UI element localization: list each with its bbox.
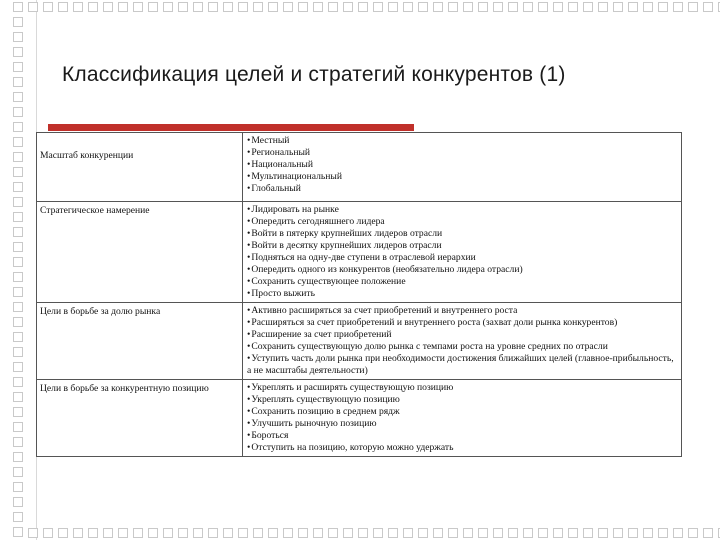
- table-row: [37, 202, 681, 303]
- decorative-square: [538, 528, 548, 538]
- list-item: • Войти в пятерку крупнейших лидеров отрасли: [247, 228, 677, 240]
- list-item: • Опередить одного из конкурентов (необязательно лидера отрасли): [247, 264, 677, 276]
- decorative-square: [13, 212, 23, 222]
- decorative-square: [148, 2, 158, 12]
- decorative-square: [613, 2, 623, 12]
- decorative-square: [568, 2, 578, 12]
- decorative-square: [178, 528, 188, 538]
- decorative-square: [73, 528, 83, 538]
- decorative-square: [283, 528, 293, 538]
- decorative-square: [268, 2, 278, 12]
- decorative-square: [478, 528, 488, 538]
- decorative-square: [358, 2, 368, 12]
- decorative-square: [13, 437, 23, 447]
- list-item: • Улучшить рыночную позицию: [247, 418, 677, 430]
- decorative-square: [118, 2, 128, 12]
- decorative-square: [28, 2, 38, 12]
- decorative-square: [103, 2, 113, 12]
- decorative-square: [193, 2, 203, 12]
- list-item: • Отступить на позицию, которую можно удержать: [247, 442, 677, 454]
- decorative-square: [298, 528, 308, 538]
- list-item: • Мультинациональный: [247, 171, 677, 183]
- decorative-square: [523, 2, 533, 12]
- decorative-square: [13, 242, 23, 252]
- row-label: Стратегическое намерение: [40, 205, 150, 216]
- decorative-square: [373, 2, 383, 12]
- decorative-square: [58, 528, 68, 538]
- decorative-square: [223, 2, 233, 12]
- row-label-cell: [37, 380, 243, 456]
- decorative-square: [118, 528, 128, 538]
- row-items-cell: [243, 202, 681, 302]
- decorative-square: [13, 167, 23, 177]
- decorative-square: [13, 77, 23, 87]
- decorative-square: [448, 528, 458, 538]
- decorative-square: [13, 527, 23, 537]
- decorative-square: [673, 2, 683, 12]
- decorative-square: [13, 317, 23, 327]
- decorative-square: [538, 2, 548, 12]
- decorative-square: [13, 137, 23, 147]
- decorative-square: [43, 2, 53, 12]
- list-item: • Расширяться за счет приобретений и внутреннего роста (захват доли рынка конкурентов): [247, 317, 677, 329]
- decorative-square: [463, 2, 473, 12]
- decorative-square: [643, 2, 653, 12]
- decorative-square: [643, 528, 653, 538]
- decorative-square: [13, 332, 23, 342]
- decorative-square: [313, 528, 323, 538]
- list-item: • Сохранить существующую долю рынка с темпами роста на уровне средних по отрасли: [247, 341, 677, 353]
- decorative-square: [43, 528, 53, 538]
- list-item: • Бороться: [247, 430, 677, 442]
- page-title: Классификация целей и стратегий конкурентов (1): [62, 63, 566, 86]
- list-item: • Опередить сегодняшнего лидера: [247, 216, 677, 228]
- decorative-square: [388, 528, 398, 538]
- decorative-square: [448, 2, 458, 12]
- decorative-square: [13, 302, 23, 312]
- decorative-square: [613, 528, 623, 538]
- decorative-square: [433, 528, 443, 538]
- decorative-square: [688, 528, 698, 538]
- decorative-square: [478, 2, 488, 12]
- decorative-square: [13, 2, 23, 12]
- decorative-square: [13, 107, 23, 117]
- decorative-square: [658, 2, 668, 12]
- decorative-square: [133, 2, 143, 12]
- decorative-square: [13, 92, 23, 102]
- decorative-square: [418, 2, 428, 12]
- decorative-square: [343, 2, 353, 12]
- decorative-square: [88, 2, 98, 12]
- list-item: • Войти в десятку крупнейших лидеров отрасли: [247, 240, 677, 252]
- decorative-square: [508, 2, 518, 12]
- decorative-square: [13, 497, 23, 507]
- decorative-square: [13, 47, 23, 57]
- decorative-square: [463, 528, 473, 538]
- list-item: • Лидировать на рынке: [247, 204, 677, 216]
- decorative-square: [13, 62, 23, 72]
- decorative-square: [223, 528, 233, 538]
- decorative-square: [553, 528, 563, 538]
- decorative-square: [13, 392, 23, 402]
- decorative-square: [13, 482, 23, 492]
- decorative-square: [553, 2, 563, 12]
- list-item: • Национальный: [247, 159, 677, 171]
- decorative-square: [328, 528, 338, 538]
- list-item: • Сохранить существующее положение: [247, 276, 677, 288]
- decorative-square: [13, 347, 23, 357]
- decorative-square: [58, 2, 68, 12]
- row-label: Цели в борьбе за конкурентную позицию: [40, 383, 209, 394]
- decorative-square: [328, 2, 338, 12]
- decorative-square: [13, 512, 23, 522]
- decorative-square: [598, 2, 608, 12]
- title-accent-bar: [48, 124, 414, 131]
- decorative-square: [583, 528, 593, 538]
- decorative-square: [208, 528, 218, 538]
- decorative-square: [208, 2, 218, 12]
- decorative-square: [433, 2, 443, 12]
- decorative-square: [403, 528, 413, 538]
- decorative-square: [178, 2, 188, 12]
- list-item: • Региональный: [247, 147, 677, 159]
- decorative-square: [703, 528, 713, 538]
- decorative-square: [493, 2, 503, 12]
- decorative-square: [103, 528, 113, 538]
- decorative-square: [403, 2, 413, 12]
- list-item: • Укреплять существующую позицию: [247, 394, 677, 406]
- decorative-square: [388, 2, 398, 12]
- decorative-square: [13, 152, 23, 162]
- decorative-square: [238, 528, 248, 538]
- decorative-square: [253, 2, 263, 12]
- decorative-square: [13, 227, 23, 237]
- list-item: • Подняться на одну-две ступени в отраслевой иерархии: [247, 252, 677, 264]
- decorative-square: [313, 2, 323, 12]
- decorative-square: [13, 422, 23, 432]
- decorative-square: [673, 528, 683, 538]
- list-item: • Активно расширяться за счет приобретений и внутреннего роста: [247, 305, 677, 317]
- decorative-square: [193, 528, 203, 538]
- decorative-square: [13, 17, 23, 27]
- list-item: • Сохранить позицию в среднем рядж: [247, 406, 677, 418]
- row-label: Цели в борьбе за долю рынка: [40, 306, 161, 317]
- decorative-square: [13, 452, 23, 462]
- decorative-square: [658, 528, 668, 538]
- row-label-cell: [37, 133, 243, 201]
- row-items-cell: [243, 303, 681, 379]
- row-items-cell: [243, 380, 681, 456]
- list-item: • Укреплять и расширять существующую позицию: [247, 382, 677, 394]
- decorative-square: [628, 528, 638, 538]
- decorative-square: [493, 528, 503, 538]
- decorative-square: [13, 287, 23, 297]
- decorative-square: [13, 377, 23, 387]
- table-row: [37, 303, 681, 380]
- decorative-square: [163, 2, 173, 12]
- decorative-square: [358, 528, 368, 538]
- decorative-square: [163, 528, 173, 538]
- list-item: • Местный: [247, 135, 677, 147]
- decorative-square: [583, 2, 593, 12]
- row-label-cell: [37, 303, 243, 379]
- decorative-square: [148, 528, 158, 538]
- decorative-square: [13, 197, 23, 207]
- decorative-square: [13, 122, 23, 132]
- table-row: [37, 380, 681, 456]
- decorative-square: [628, 2, 638, 12]
- decorative-square: [13, 257, 23, 267]
- row-label: Масштаб конкуренции: [40, 150, 134, 161]
- row-label-cell: [37, 202, 243, 302]
- decorative-square: [133, 528, 143, 538]
- list-item: • Уступить часть доли рынка при необходимости достижения ближайших целей (главное-прибыльность, а не масштабы деятельности): [247, 353, 677, 377]
- decorative-square: [268, 528, 278, 538]
- decorative-square: [373, 528, 383, 538]
- decorative-square: [508, 528, 518, 538]
- decorative-square: [343, 528, 353, 538]
- list-item: • Глобальный: [247, 183, 677, 195]
- decorative-square: [238, 2, 248, 12]
- list-item: • Расширение за счет приобретений: [247, 329, 677, 341]
- decorative-square: [298, 2, 308, 12]
- decorative-square: [13, 407, 23, 417]
- decorative-square: [13, 272, 23, 282]
- list-item: • Просто выжить: [247, 288, 677, 300]
- table-row: [37, 133, 681, 202]
- row-items-cell: [243, 133, 681, 201]
- classification-table: [36, 132, 682, 457]
- decorative-square: [253, 528, 263, 538]
- decorative-square: [13, 182, 23, 192]
- decorative-square: [523, 528, 533, 538]
- decorative-square: [13, 467, 23, 477]
- decorative-square: [703, 2, 713, 12]
- decorative-square: [418, 528, 428, 538]
- decorative-square: [598, 528, 608, 538]
- decorative-square: [688, 2, 698, 12]
- decorative-square: [28, 528, 38, 538]
- decorative-square: [13, 362, 23, 372]
- decorative-square: [88, 528, 98, 538]
- decorative-square: [568, 528, 578, 538]
- decorative-square: [73, 2, 83, 12]
- decorative-square: [283, 2, 293, 12]
- decorative-square: [13, 32, 23, 42]
